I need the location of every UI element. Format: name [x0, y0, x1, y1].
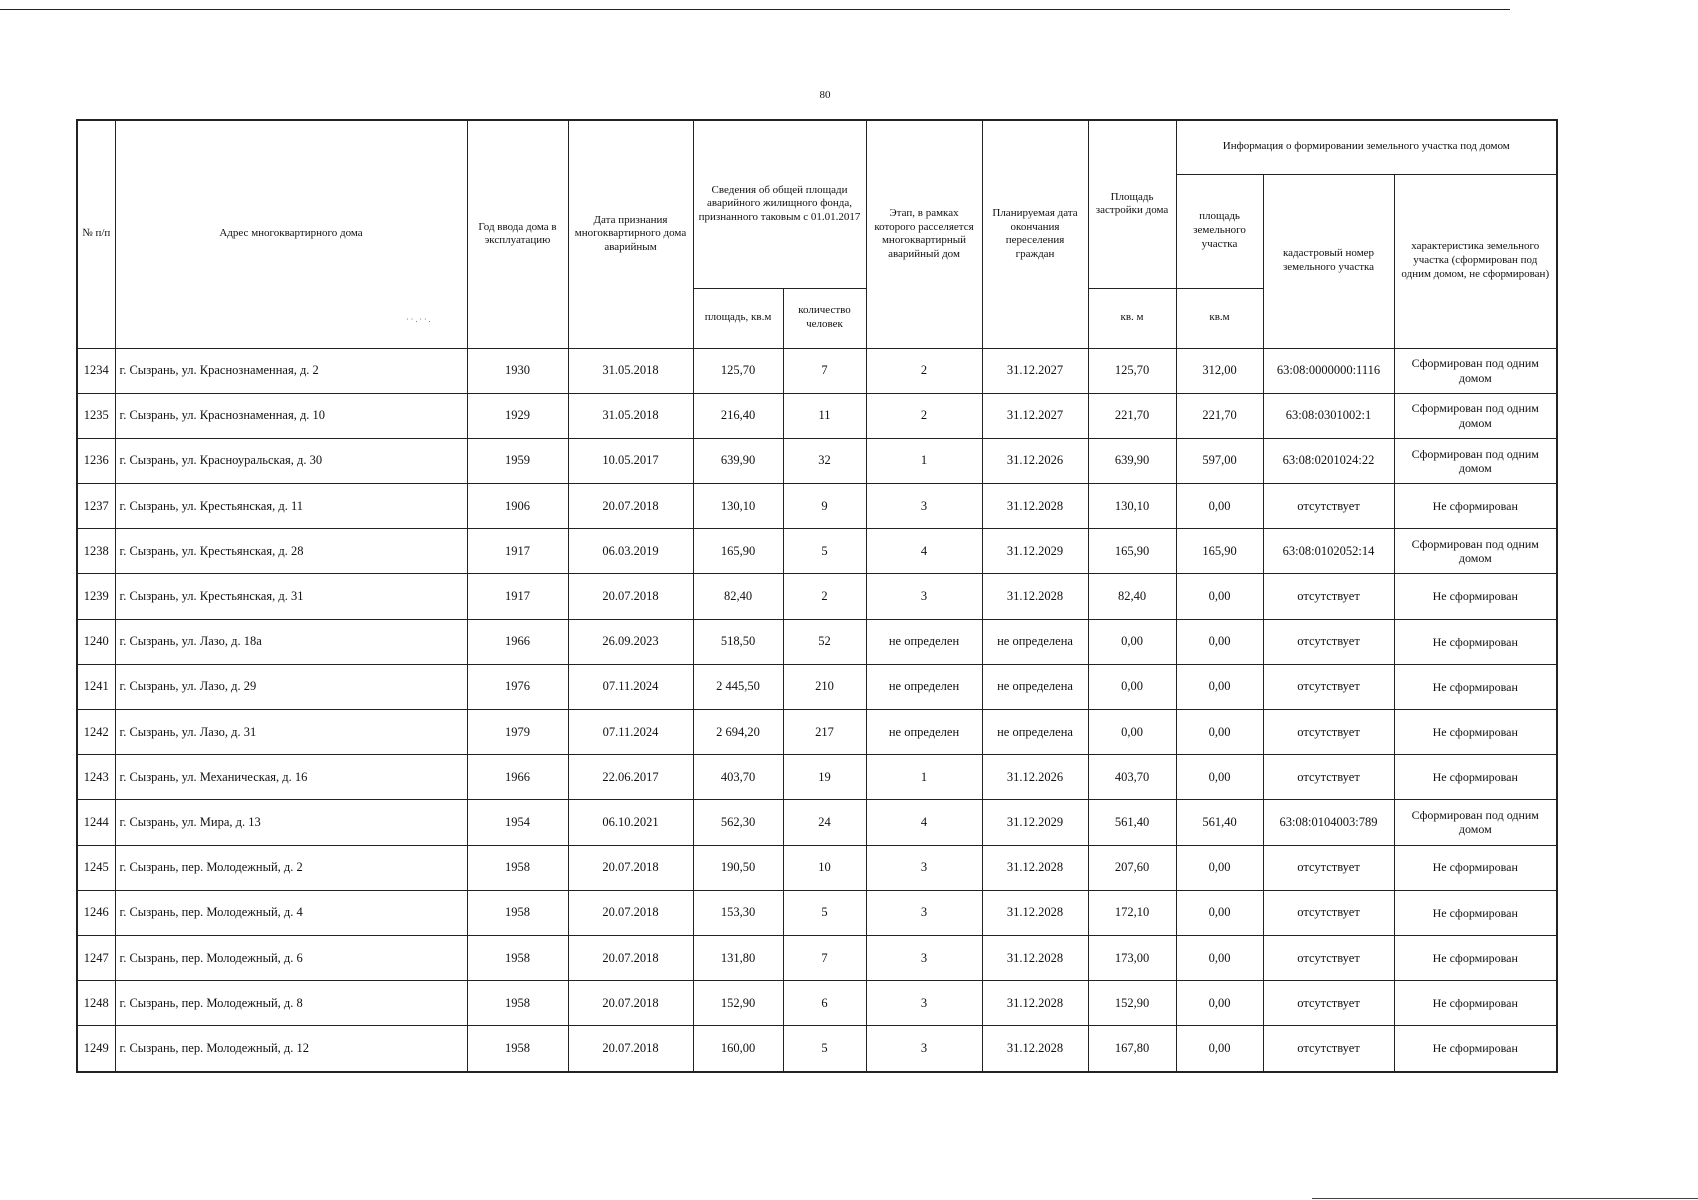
cell-year: 1930: [467, 348, 568, 393]
header-recognition-date: Дата признания многоквартирного дома аварийным: [568, 120, 693, 348]
cell-recognition-date: 31.05.2018: [568, 348, 693, 393]
cell-year: 1958: [467, 845, 568, 890]
cell-people: 10: [783, 845, 866, 890]
cell-num: 1239: [77, 574, 115, 619]
cell-land-characteristic: Сформирован под одним домом: [1394, 348, 1557, 393]
header-land-area-unit: кв.м: [1176, 288, 1263, 348]
cell-cadastral: 63:08:0301002:1: [1263, 393, 1394, 438]
cell-year: 1959: [467, 438, 568, 483]
cell-stage: 1: [866, 438, 982, 483]
cell-address: г. Сызрань, ул. Крестьянская, д. 31: [115, 574, 467, 619]
cell-area: 153,30: [693, 890, 783, 935]
header-land-area: площадь земельного участка: [1176, 174, 1263, 288]
cell-year: 1958: [467, 1026, 568, 1072]
cell-planned-date: 31.12.2028: [982, 574, 1088, 619]
cell-land-area: 0,00: [1176, 935, 1263, 980]
table-row: [77, 393, 1557, 438]
cell-area: 165,90: [693, 529, 783, 574]
cell-area: 2 694,20: [693, 710, 783, 755]
cell-built-area: 130,10: [1088, 484, 1176, 529]
cell-land-area: 221,70: [1176, 393, 1263, 438]
cell-land-characteristic: Сформирован под одним домом: [1394, 438, 1557, 483]
cell-address: г. Сызрань, ул. Крестьянская, д. 11: [115, 484, 467, 529]
cell-people: 217: [783, 710, 866, 755]
cell-land-area: 0,00: [1176, 619, 1263, 664]
header-area-group: Сведения об общей площади аварийного жилищного фонда, признанного таковым с 01.01.2017: [693, 120, 866, 288]
cell-year: 1929: [467, 393, 568, 438]
cell-recognition-date: 20.07.2018: [568, 890, 693, 935]
cell-year: 1917: [467, 529, 568, 574]
cell-recognition-date: 26.09.2023: [568, 619, 693, 664]
cell-stage: не определен: [866, 619, 982, 664]
cell-land-area: 0,00: [1176, 484, 1263, 529]
cell-stage: 2: [866, 348, 982, 393]
cell-year: 1958: [467, 981, 568, 1026]
cell-num: 1246: [77, 890, 115, 935]
cell-stage: не определен: [866, 664, 982, 709]
cell-land-area: 0,00: [1176, 574, 1263, 619]
cell-planned-date: 31.12.2026: [982, 438, 1088, 483]
cell-planned-date: 31.12.2029: [982, 800, 1088, 845]
table-row: [77, 981, 1557, 1026]
cell-land-area: 0,00: [1176, 890, 1263, 935]
cell-land-characteristic: Не сформирован: [1394, 664, 1557, 709]
cell-recognition-date: 07.11.2024: [568, 664, 693, 709]
cell-people: 32: [783, 438, 866, 483]
cell-land-area: 0,00: [1176, 845, 1263, 890]
cell-cadastral: 63:08:0000000:1116: [1263, 348, 1394, 393]
cell-land-characteristic: Сформирован под одним домом: [1394, 393, 1557, 438]
top-scan-rule: [0, 9, 1510, 10]
cell-address: г. Сызрань, ул. Краснознаменная, д. 2: [115, 348, 467, 393]
header-cadastral: кадастровый номер земельного участка: [1263, 174, 1394, 348]
cell-planned-date: не определена: [982, 664, 1088, 709]
cell-address: г. Сызрань, пер. Молодежный, д. 8: [115, 981, 467, 1026]
cell-stage: 2: [866, 393, 982, 438]
cell-cadastral: отсутствует: [1263, 664, 1394, 709]
cell-planned-date: 31.12.2028: [982, 484, 1088, 529]
table-row: [77, 800, 1557, 845]
cell-stage: 3: [866, 845, 982, 890]
table-row: [77, 574, 1557, 619]
header-planned-date: Планируемая дата окончания переселения граждан: [982, 120, 1088, 348]
cell-recognition-date: 20.07.2018: [568, 1026, 693, 1072]
table-row: [77, 484, 1557, 529]
cell-planned-date: 31.12.2027: [982, 348, 1088, 393]
cell-area: 82,40: [693, 574, 783, 619]
cell-num: 1235: [77, 393, 115, 438]
cell-area: 130,10: [693, 484, 783, 529]
cell-planned-date: 31.12.2026: [982, 755, 1088, 800]
cell-cadastral: 63:08:0104003:789: [1263, 800, 1394, 845]
cell-stage: 3: [866, 574, 982, 619]
cell-year: 1917: [467, 574, 568, 619]
table-row: [77, 619, 1557, 664]
cell-address: г. Сызрань, ул. Красноуральская, д. 30: [115, 438, 467, 483]
table-row: [77, 348, 1557, 393]
cell-land-characteristic: Не сформирован: [1394, 890, 1557, 935]
cell-year: 1966: [467, 755, 568, 800]
table-row: [77, 935, 1557, 980]
cell-land-characteristic: Не сформирован: [1394, 981, 1557, 1026]
cell-num: 1248: [77, 981, 115, 1026]
cell-area: 518,50: [693, 619, 783, 664]
cell-land-area: 312,00: [1176, 348, 1263, 393]
cell-recognition-date: 22.06.2017: [568, 755, 693, 800]
cell-area: 562,30: [693, 800, 783, 845]
cell-built-area: 173,00: [1088, 935, 1176, 980]
cell-address: г. Сызрань, ул. Механическая, д. 16: [115, 755, 467, 800]
cell-built-area: 167,80: [1088, 1026, 1176, 1072]
cell-stage: 4: [866, 529, 982, 574]
table-row: [77, 890, 1557, 935]
cell-year: 1958: [467, 890, 568, 935]
cell-land-area: 0,00: [1176, 710, 1263, 755]
cell-area: 403,70: [693, 755, 783, 800]
cell-stage: 3: [866, 981, 982, 1026]
cell-area: 160,00: [693, 1026, 783, 1072]
cell-area: 2 445,50: [693, 664, 783, 709]
cell-built-area: 207,60: [1088, 845, 1176, 890]
cell-area: 152,90: [693, 981, 783, 1026]
cell-recognition-date: 20.07.2018: [568, 981, 693, 1026]
cell-land-characteristic: Не сформирован: [1394, 710, 1557, 755]
cell-built-area: 82,40: [1088, 574, 1176, 619]
cell-cadastral: отсутствует: [1263, 981, 1394, 1026]
cell-address: г. Сызрань, ул. Лазо, д. 18а: [115, 619, 467, 664]
cell-people: 24: [783, 800, 866, 845]
cell-built-area: 172,10: [1088, 890, 1176, 935]
page-number: 80: [819, 89, 831, 101]
cell-stage: не определен: [866, 710, 982, 755]
cell-land-area: 561,40: [1176, 800, 1263, 845]
scan-specks: · · . · · .: [406, 315, 431, 324]
cell-address: г. Сызрань, пер. Молодежный, д. 4: [115, 890, 467, 935]
cell-people: 5: [783, 1026, 866, 1072]
cell-land-area: 0,00: [1176, 664, 1263, 709]
cell-built-area: 0,00: [1088, 710, 1176, 755]
cell-cadastral: отсутствует: [1263, 890, 1394, 935]
cell-year: 1966: [467, 619, 568, 664]
cell-built-area: 639,90: [1088, 438, 1176, 483]
cell-land-characteristic: Сформирован под одним домом: [1394, 800, 1557, 845]
cell-num: 1237: [77, 484, 115, 529]
cell-cadastral: 63:08:0201024:22: [1263, 438, 1394, 483]
cell-num: 1241: [77, 664, 115, 709]
cell-year: 1958: [467, 935, 568, 980]
cell-recognition-date: 20.07.2018: [568, 484, 693, 529]
cell-recognition-date: 10.05.2017: [568, 438, 693, 483]
cell-land-area: 0,00: [1176, 1026, 1263, 1072]
cell-planned-date: 31.12.2027: [982, 393, 1088, 438]
cell-people: 19: [783, 755, 866, 800]
cell-address: г. Сызрань, ул. Лазо, д. 29: [115, 664, 467, 709]
cell-built-area: 403,70: [1088, 755, 1176, 800]
header-built-area-unit: кв. м: [1088, 288, 1176, 348]
cell-land-characteristic: Не сформирован: [1394, 484, 1557, 529]
cell-planned-date: 31.12.2029: [982, 529, 1088, 574]
cell-num: 1249: [77, 1026, 115, 1072]
table-row: [77, 755, 1557, 800]
cell-num: 1244: [77, 800, 115, 845]
cell-cadastral: отсутствует: [1263, 484, 1394, 529]
cell-land-characteristic: Сформирован под одним домом: [1394, 529, 1557, 574]
cell-built-area: 152,90: [1088, 981, 1176, 1026]
cell-planned-date: 31.12.2028: [982, 935, 1088, 980]
cell-year: 1976: [467, 664, 568, 709]
cell-land-area: 0,00: [1176, 981, 1263, 1026]
cell-recognition-date: 20.07.2018: [568, 935, 693, 980]
cell-planned-date: 31.12.2028: [982, 890, 1088, 935]
header-area: площадь, кв.м: [693, 288, 783, 348]
cell-cadastral: отсутствует: [1263, 935, 1394, 980]
cell-people: 210: [783, 664, 866, 709]
cell-recognition-date: 06.10.2021: [568, 800, 693, 845]
cell-land-area: 165,90: [1176, 529, 1263, 574]
cell-address: г. Сызрань, ул. Краснознаменная, д. 10: [115, 393, 467, 438]
cell-planned-date: 31.12.2028: [982, 1026, 1088, 1072]
header-year: Год ввода дома в эксплуатацию: [467, 120, 568, 348]
cell-people: 5: [783, 529, 866, 574]
cell-land-area: 597,00: [1176, 438, 1263, 483]
table-row: [77, 710, 1557, 755]
cell-land-characteristic: Не сформирован: [1394, 935, 1557, 980]
cell-planned-date: не определена: [982, 619, 1088, 664]
cell-people: 52: [783, 619, 866, 664]
cell-planned-date: 31.12.2028: [982, 845, 1088, 890]
cell-cadastral: отсутствует: [1263, 710, 1394, 755]
cell-recognition-date: 20.07.2018: [568, 574, 693, 619]
cell-planned-date: не определена: [982, 710, 1088, 755]
cell-recognition-date: 31.05.2018: [568, 393, 693, 438]
cell-built-area: 0,00: [1088, 619, 1176, 664]
cell-stage: 3: [866, 484, 982, 529]
cell-people: 11: [783, 393, 866, 438]
cell-built-area: 221,70: [1088, 393, 1176, 438]
cell-address: г. Сызрань, пер. Молодежный, д. 12: [115, 1026, 467, 1072]
cell-recognition-date: 20.07.2018: [568, 845, 693, 890]
cell-land-characteristic: Не сформирован: [1394, 1026, 1557, 1072]
cell-num: 1238: [77, 529, 115, 574]
cell-area: 216,40: [693, 393, 783, 438]
cell-stage: 1: [866, 755, 982, 800]
cell-address: г. Сызрань, ул. Мира, д. 13: [115, 800, 467, 845]
header-num: № п/п: [77, 120, 115, 348]
cell-num: 1234: [77, 348, 115, 393]
header-land-group: Информация о формировании земельного участка под домом: [1176, 120, 1557, 174]
cell-area: 190,50: [693, 845, 783, 890]
cell-area: 131,80: [693, 935, 783, 980]
cell-stage: 4: [866, 800, 982, 845]
cell-cadastral: отсутствует: [1263, 845, 1394, 890]
header-address: Адрес многоквартирного дома: [115, 120, 467, 348]
cell-cadastral: отсутствует: [1263, 1026, 1394, 1072]
cell-num: 1247: [77, 935, 115, 980]
cell-address: г. Сызрань, ул. Крестьянская, д. 28: [115, 529, 467, 574]
header-people: количество человек: [783, 288, 866, 348]
cell-land-characteristic: Не сформирован: [1394, 755, 1557, 800]
cell-recognition-date: 06.03.2019: [568, 529, 693, 574]
table-row: [77, 529, 1557, 574]
cell-people: 5: [783, 890, 866, 935]
table-body: [77, 348, 1557, 1072]
cell-land-characteristic: Не сформирован: [1394, 574, 1557, 619]
cell-address: г. Сызрань, пер. Молодежный, д. 2: [115, 845, 467, 890]
cell-recognition-date: 07.11.2024: [568, 710, 693, 755]
cell-year: 1979: [467, 710, 568, 755]
cell-built-area: 125,70: [1088, 348, 1176, 393]
cell-cadastral: отсутствует: [1263, 619, 1394, 664]
cell-num: 1243: [77, 755, 115, 800]
cell-address: г. Сызрань, пер. Молодежный, д. 6: [115, 935, 467, 980]
cell-built-area: 561,40: [1088, 800, 1176, 845]
cell-year: 1906: [467, 484, 568, 529]
cell-land-area: 0,00: [1176, 755, 1263, 800]
cell-num: 1245: [77, 845, 115, 890]
table-row: [77, 845, 1557, 890]
cell-built-area: 165,90: [1088, 529, 1176, 574]
cell-num: 1242: [77, 710, 115, 755]
cell-people: 6: [783, 981, 866, 1026]
header-stage: Этап, в рамках которого расселяется многоквартирный аварийный дом: [866, 120, 982, 348]
cell-planned-date: 31.12.2028: [982, 981, 1088, 1026]
cell-cadastral: отсутствует: [1263, 755, 1394, 800]
header-land-characteristic: характеристика земельного участка (сформирован под одним домом, не сформирован): [1394, 174, 1557, 348]
cell-address: г. Сызрань, ул. Лазо, д. 31: [115, 710, 467, 755]
header-built-area: Площадь застройки дома: [1088, 120, 1176, 288]
cell-year: 1954: [467, 800, 568, 845]
table-row: [77, 1026, 1557, 1072]
cell-people: 7: [783, 935, 866, 980]
cell-area: 125,70: [693, 348, 783, 393]
cell-stage: 3: [866, 935, 982, 980]
bottom-scan-rule: [1312, 1198, 1698, 1199]
cell-land-characteristic: Не сформирован: [1394, 619, 1557, 664]
cell-stage: 3: [866, 890, 982, 935]
table-row: [77, 664, 1557, 709]
cell-cadastral: 63:08:0102052:14: [1263, 529, 1394, 574]
table-row: [77, 438, 1557, 483]
cell-stage: 3: [866, 1026, 982, 1072]
cell-people: 9: [783, 484, 866, 529]
cell-people: 2: [783, 574, 866, 619]
cell-num: 1240: [77, 619, 115, 664]
emergency-housing-table: [76, 119, 1558, 1073]
cell-people: 7: [783, 348, 866, 393]
cell-built-area: 0,00: [1088, 664, 1176, 709]
cell-land-characteristic: Не сформирован: [1394, 845, 1557, 890]
cell-num: 1236: [77, 438, 115, 483]
cell-area: 639,90: [693, 438, 783, 483]
cell-cadastral: отсутствует: [1263, 574, 1394, 619]
